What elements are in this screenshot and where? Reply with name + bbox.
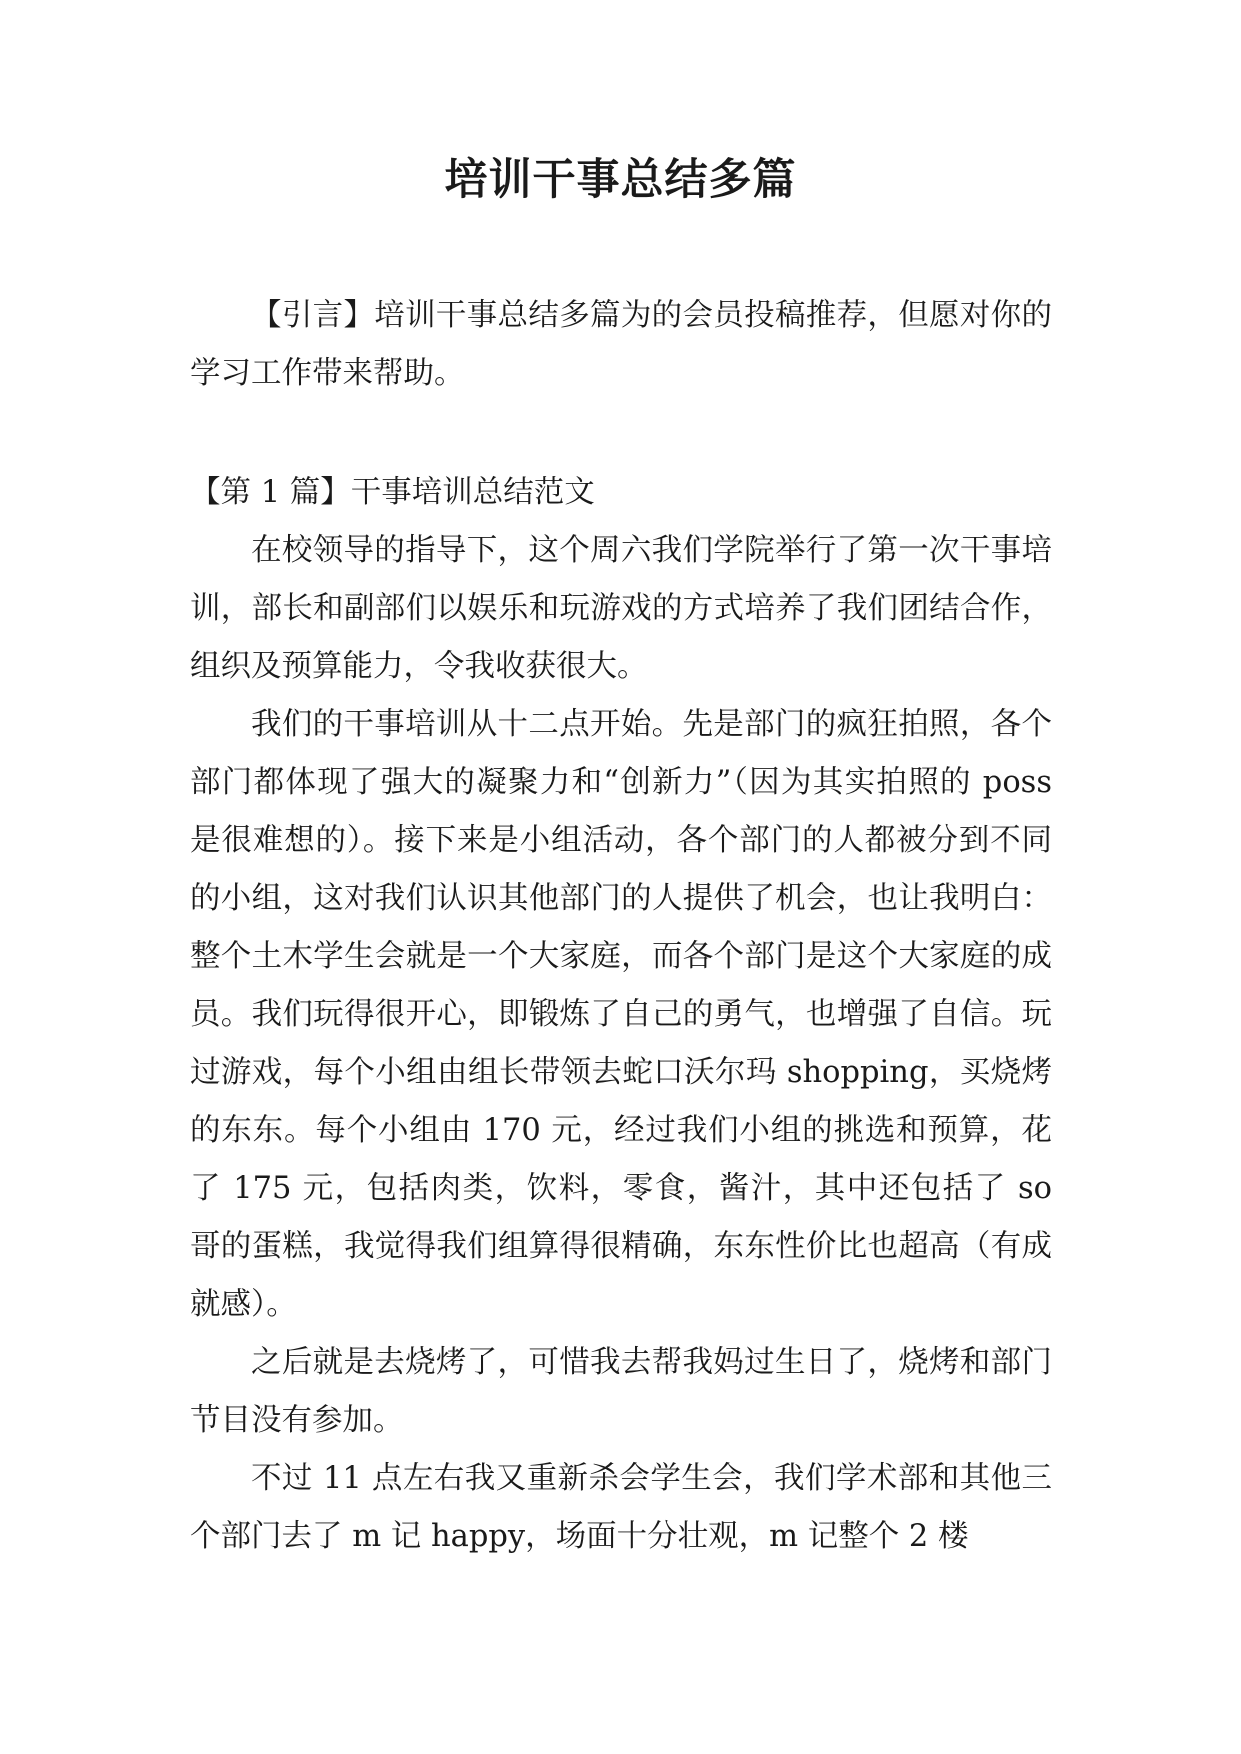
document-title: 培训干事总结多篇 [444,155,797,205]
intro-block [190,287,1052,403]
section-1 [190,464,1052,1566]
section-heading: 【第 1 篇】干事培训总结范文 [190,475,595,510]
paragraph-4: 不过 11 点左右我又重新杀会学生会，我们学术部和其他三个部门去了 m 记 happy，场面十分壮观，m 记整个 2 楼 [190,1461,1052,1554]
paragraph-3: 之后就是去烧烤了，可惜我去帮我妈过生日了，烧烤和部门节目没有参加。 [190,1345,1052,1438]
paragraph-2: 我们的干事培训从十二点开始。先是部门的疯狂拍照，各个部门都体现了强大的凝聚力和“创新力”（因为其实拍照的 poss 是很难想的）。接下来是小组活动，各个部门的人都被分到不同的小组，这对我们认识其他部门的人提供了机会，也让我明白：整个土木学生会就是一个大家庭，而各个部门是这个大家庭的成员。我们玩得很开心，即锻炼了自己的勇气，也增强了自信。玩过游戏，每个小组由组长带领去蛇口沃尔玛 shopping，买烧烤的东东。每个小组由 170 元，经过我们小组的挑选和预算，花了 175 元，包括肉类，饮料，零食，酱汁，其中还包括了 so 哥的蛋糕，我觉得我们组算得很精确，东东性价比也超高（有成就感）。 [190,707,1052,1322]
intro-paragraph: 【引言】培训干事总结多篇为的会员投稿推荐，但愿对你的学习工作带来帮助。 [190,298,1052,391]
paragraph-1: 在校领导的指导下，这个周六我们学院举行了第一次干事培训，部长和副部们以娱乐和玩游戏的方式培养了我们团结合作，组织及预算能力，令我收获很大。 [190,533,1052,684]
